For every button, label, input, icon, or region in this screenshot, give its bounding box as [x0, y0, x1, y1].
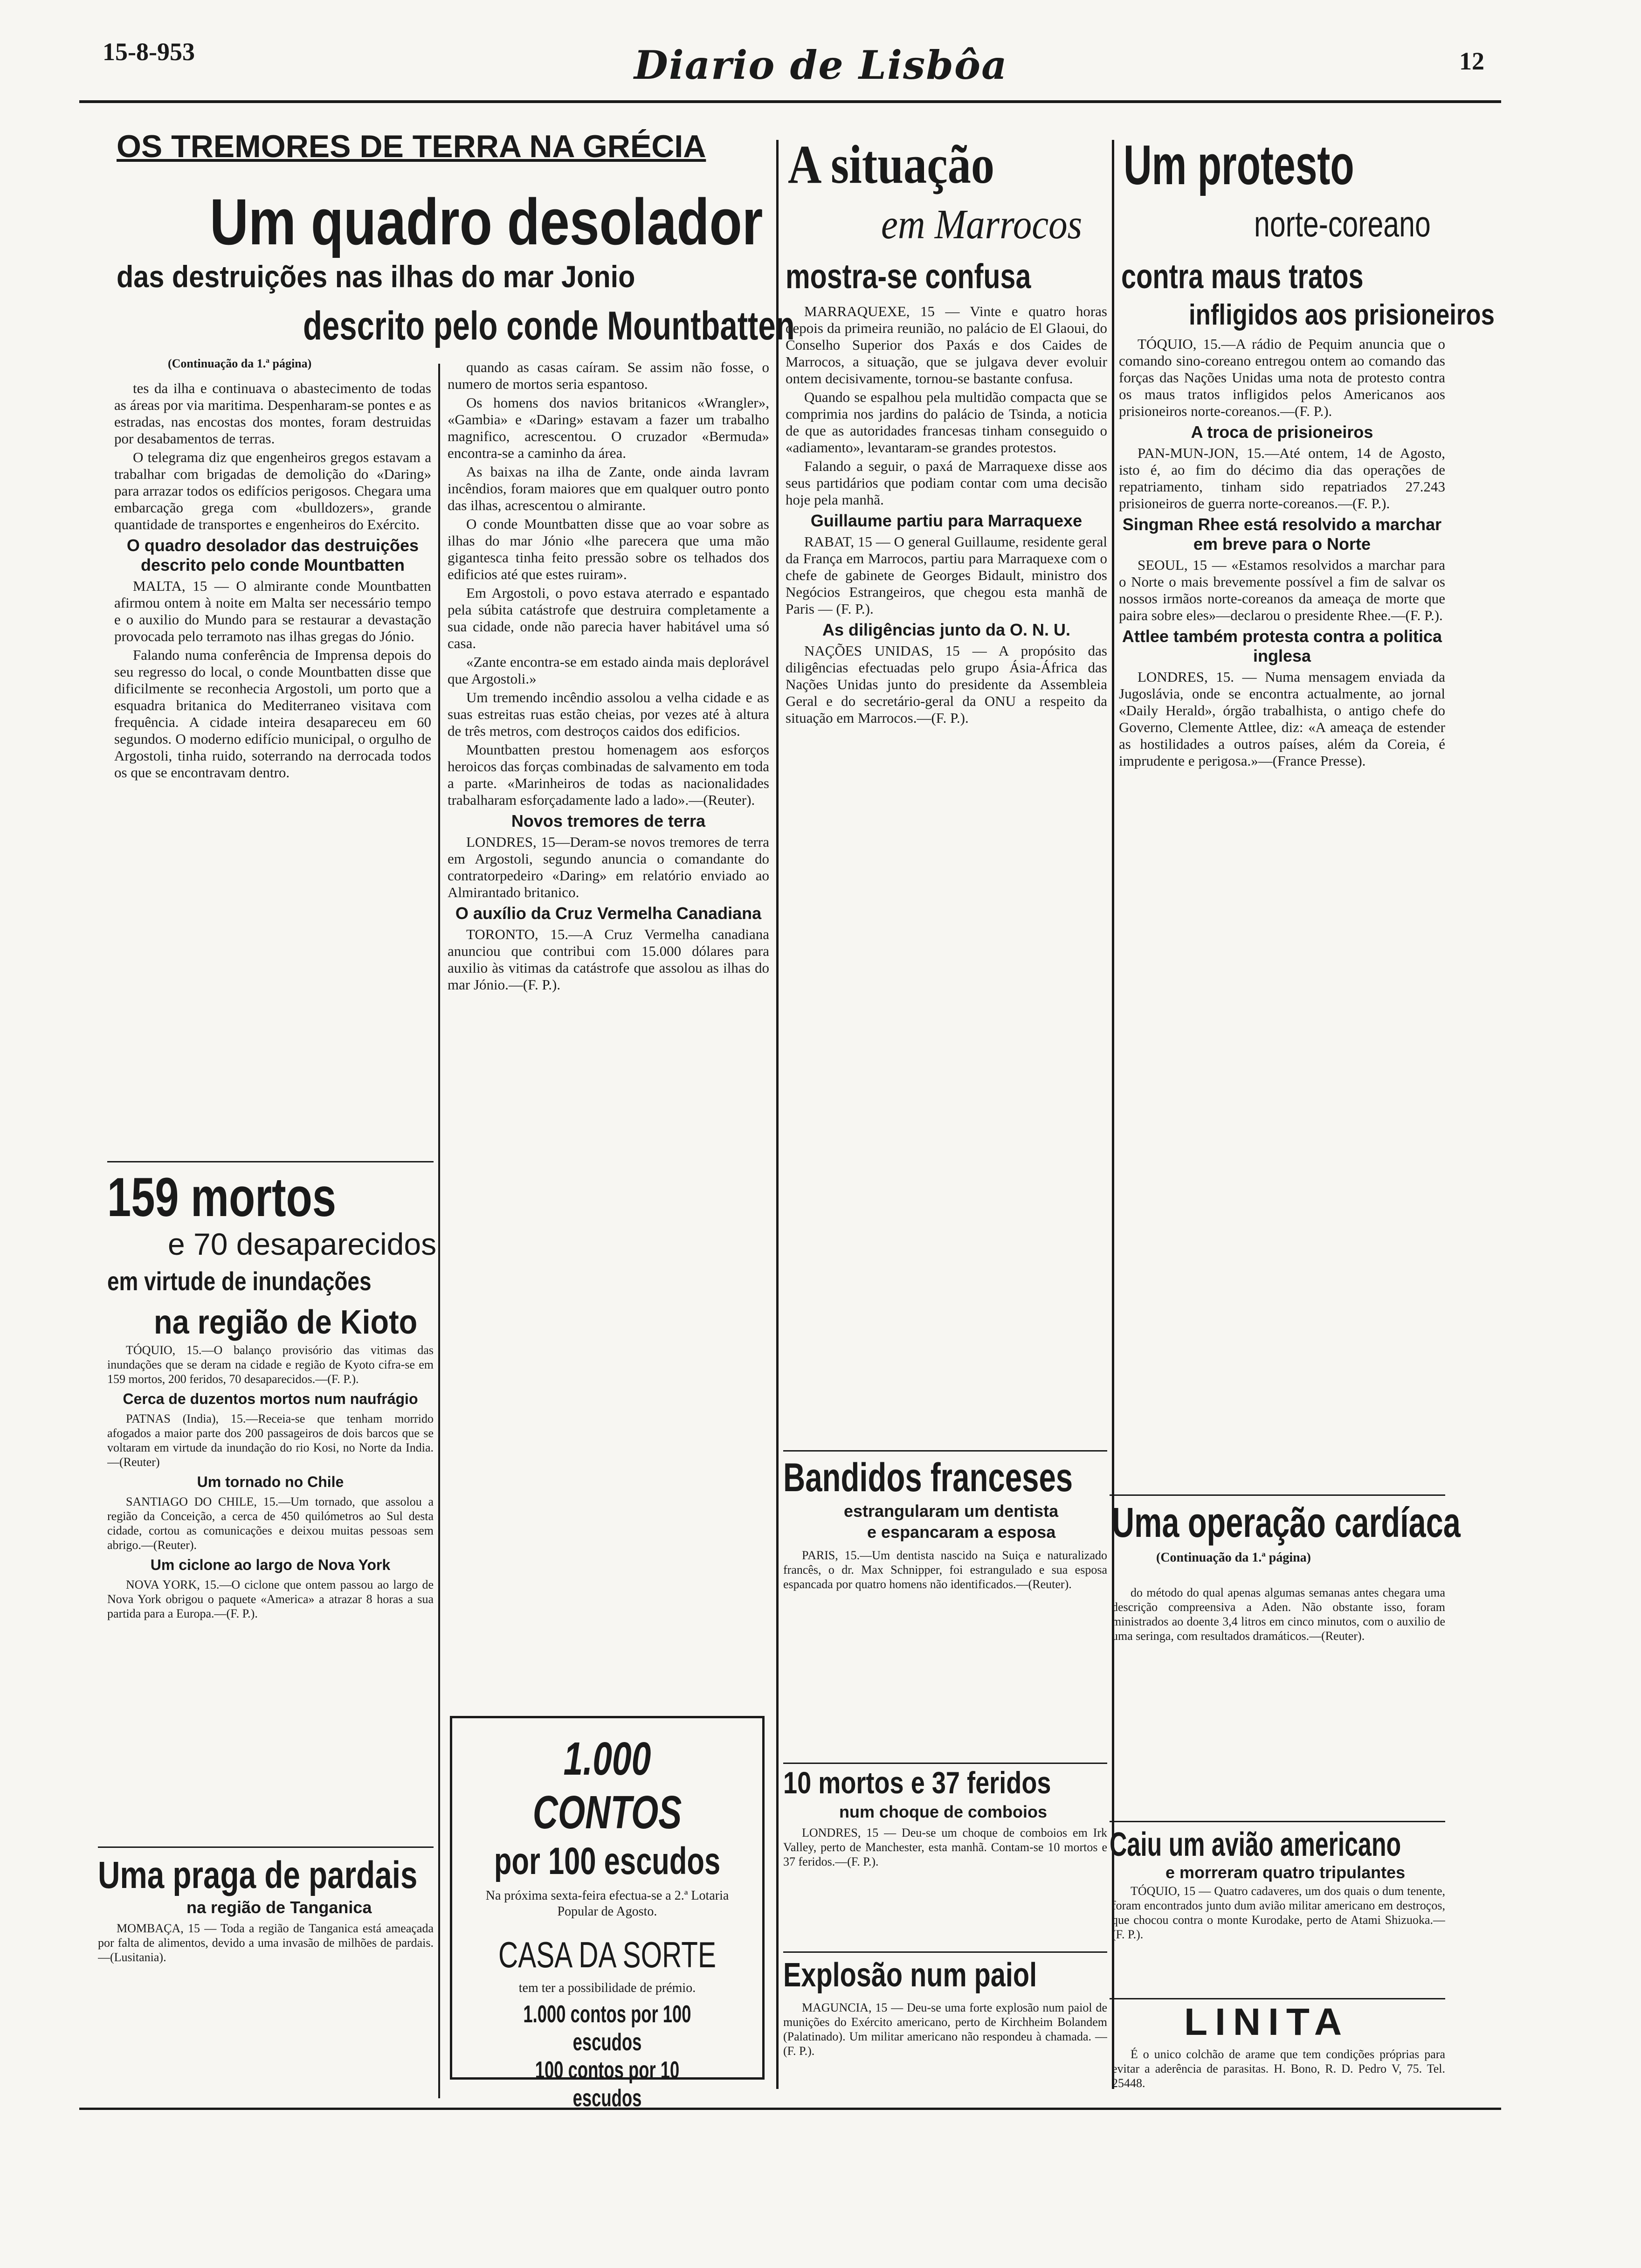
- paragraph: TORONTO, 15.—A Cruz Vermelha canadiana anunciou que contribui com 15.000 dólares para auxilio às vitimas da catástrofe que assolou as ilhas do mar Jónio.—(F. P.).: [448, 926, 769, 993]
- paragraph: O telegrama diz que engenheiros gregos estavam a trabalhar com brigadas de demolição do «Daring» para arrazar todos os edifícios perigosos. Chegara uma embarcação grega com «bulldozers», grande quantidade de transportes e engenheiros do Exército.: [114, 449, 431, 532]
- greece-column-1: [114, 380, 431, 1154]
- paragraph: Um tremendo incêndio assolou a velha cidade e as suas estreitas ruas estão cheias, por vezes até à altura de três metros, com destroços caidos dos edificios.: [448, 689, 769, 739]
- paragraph: MALTA, 15 — O almirante conde Mountbatten afirmou ontem à noite em Malta ser necessário tempo e o auxilio do Mundo para se restaurar a devastação provocada pelo terramoto nas ilhas gregas do Jónio.: [114, 578, 431, 644]
- rule: [783, 1763, 1107, 1764]
- paragraph: LONDRES, 15. — Numa mensagem enviada da Jugoslávia, onde se encontra actualmente, ao jornal «Daily Herald», órgão trabalhista, o antigo chefe do Governo, Clemente Attlee, diz: «A ameaça de estender as hostilidades a outros países, além da Coreia, é imprudente e perigosa.»—(France Presse).: [1119, 669, 1445, 769]
- bandidos-deck-1: estrangularam um dentista: [844, 1501, 1059, 1521]
- subheading: Novos tremores de terra: [511, 811, 706, 830]
- kioto-headline: 159 mortos: [107, 1167, 337, 1228]
- aviao-column: [1112, 1884, 1445, 1996]
- kioto-deck-2: em virtude de inundações: [107, 1266, 372, 1296]
- ad-body: Na próxima sexta-feira efectua-se a 2.ª Lotaria Popular de Agosto.: [485, 1888, 729, 1919]
- paragraph: TÓQUIO, 15.—A rádio de Pequim anuncia que o comando sino-coreano entregou ontem ao comando das forças das Nações Unidas uma nota de protesto contra os maus tratos infligidos pelos Americanos aos prisioneiros norte-coreanos.—(F. P.).: [1119, 336, 1445, 419]
- paragraph: PARIS, 15.—Um dentista nascido na Suiça e naturalizado francês, o dr. Max Schnipper, foi estrangulado e sua esposa espancada por quatro homens não identificados.—(Reuter).: [783, 1549, 1107, 1591]
- paragraph: Mountbatten prestou homenagem aos esforços heroicos das forças combinadas de salvamento em toda a parte. «Marinheiros de todas as nacionalidades trabalharam esforçadamente lado a lado».—(Reuter).: [448, 741, 769, 808]
- kioto-deck-3: na região de Kioto: [154, 1304, 418, 1341]
- paragraph: Em Argostoli, o povo estava aterrado e espantado pela súbita catástrofe que destruira completamente a sua cidade, onde não parecia haver habitável uma só casa.: [448, 585, 769, 651]
- aviao-headline: Caiu um avião americano: [1110, 1826, 1401, 1863]
- cardiaca-column: [1112, 1585, 1445, 1809]
- rule: [1110, 1821, 1445, 1822]
- ad-brand: CASA DA SORTE: [498, 1934, 717, 1975]
- paragraph: NOVA YORK, 15.—O ciclone que ontem passou ao largo de Nova York obrigou o paquete «America» a atrazar 8 horas a sua partida para a Europa.—(F. P.).: [107, 1578, 434, 1620]
- paragraph: tes da ilha e continuava o abastecimento de todas as áreas por via maritima. Despenharam-se pontes e as estradas, nas encostas dos montes, foram destruidas por desabamentos de terras.: [114, 380, 431, 447]
- paragraph: RABAT, 15 — O general Guillaume, residente geral da França em Marrocos, partiu para Marraquexe com o chefe de gabinete de Georges Bidault, ministro dos Negócios Estrangeiros, que chegou esta manhã de Paris — (F. P.).: [786, 533, 1107, 617]
- bandidos-headline: Bandidos franceses: [783, 1455, 1073, 1500]
- greece-deck-1: das destruições nas ilhas do mar Jonio: [117, 259, 635, 294]
- pardais-column: [98, 1921, 434, 2089]
- bandidos-column: [783, 1548, 1107, 1758]
- kioto-column: [107, 1343, 434, 1837]
- rule: [1110, 1998, 1445, 1999]
- cardiaca-continued: (Continuação da 1.ª página): [1156, 1550, 1311, 1565]
- column-rule: [438, 364, 440, 2098]
- paragraph: SEOUL, 15 — «Estamos resolvidos a marchar para o Norte o mais brevemente possível a fim de salvar os nossos irmãos norte-coreanos da ameaça de morte que paira sobre eles»—declarou o presidente Rhee.—(F. P.).: [1119, 557, 1445, 623]
- paragraph: É o unico colchão de arame que tem condições próprias para evitar a aderência de parasitas. H. Bono, R. D. Pedro V, 75. Tel. 25448.: [1112, 2047, 1445, 2090]
- marrocos-column: [786, 303, 1107, 1441]
- paragraph: do método do qual apenas algumas semanas antes chegara uma descrição compreensiva a Aden. Não obstante isso, foram ministrados ao doente 3,4 litros em cinco minutos, com o auxilio de uma seringa, com resultados dramáticos.—(Reuter).: [1112, 1586, 1445, 1643]
- paragraph: Quando se espalhou pela multidão compacta que se comprimia nos jardins do palácio de Tsinda, a noticia de que as autoridades francesas tinham conseguido o «adiamento», levantaram-se grandes protestos.: [786, 389, 1107, 456]
- rule: [1110, 1494, 1445, 1496]
- ad-text: tem ter a possibilidade de prémio.: [518, 1981, 696, 1995]
- protesto-headline: Um protesto: [1124, 134, 1354, 196]
- marrocos-headline: A situação: [788, 134, 995, 195]
- paragraph: Falando a seguir, o paxá de Marraquexe disse aos seus partidários que podiam contar com uma decisão hoje pela manhã.: [786, 458, 1107, 508]
- greece-kicker: OS TREMORES DE TERRA NA GRÉCIA: [117, 129, 706, 164]
- comboios-deck: num choque de comboios: [839, 1802, 1048, 1821]
- casa-da-sorte-ad: [450, 1716, 765, 2112]
- paragraph: MAGUNCIA, 15 — Deu-se uma forte explosão num paiol de munições do Exército americano, perto de Kirchheim Bolandem (Palatinado). Um militar americano não respondeu à chamada. — (F. P.).: [783, 2001, 1107, 2058]
- bottom-rule: [79, 2108, 1501, 2110]
- subheading: O auxílio da Cruz Vermelha Canadiana: [455, 904, 762, 923]
- paragraph: TÓQUIO, 15.—O balanço provisório das vitimas das inundações que se deram na cidade e região de Kyoto cifra-se em 159 mortos, 200 feridos, 70 desaparecidos.—(F. P.).: [107, 1343, 434, 1386]
- paiol-headline: Explosão num paiol: [783, 1957, 1037, 1994]
- protesto-deck-1: norte-coreano: [1254, 203, 1431, 244]
- subheading: O quadro desolador das destruições descrito pelo conde Mountbatten: [126, 536, 419, 574]
- rule: [107, 1161, 434, 1162]
- paragraph: LONDRES, 15—Deram-se novos tremores de terra em Argostoli, segundo anuncia o comandante do contratorpedeiro «Daring» em relatório enviado ao Almirantado britanico.: [448, 834, 769, 900]
- subheading: Singman Rhee está resolvido a marchar em breve para o Norte: [1122, 515, 1442, 553]
- comboios-column: [783, 1825, 1107, 1947]
- subheading: As diligências junto da O. N. U.: [822, 620, 1071, 639]
- ad-subheadline: por 100 escudos: [494, 1840, 721, 1882]
- paragraph: SANTIAGO DO CHILE, 15.—Um tornado, que assolou a região da Conceição, a cerca de 450 quilómetros ao Sul desta cidade, cortou as comunicações e deixou muitas pessoas sem abrigo.—(Reuter).: [107, 1495, 434, 1552]
- cardiaca-headline: Uma operação cardíaca: [1112, 1500, 1461, 1546]
- greece-continued: (Continuação da 1.ª página): [168, 357, 312, 370]
- subheading: Cerca de duzentos mortos num naufrágio: [123, 1390, 418, 1407]
- paragraph: Falando numa conferência de Imprensa depois do seu regresso do local, o conde Mountbatten disse que dificilmente se reconhecia Argostoli, um porto que a esquadra britanica do Mediterraneo visitava com frequência. A cidade inteira desapareceu em 60 segundos. O moderno edifício municipal, o orgulho de Argostoli, tinha ruido, soterrando na derrocada todos os que se encontravam dentro.: [114, 647, 431, 781]
- rule: [98, 1846, 434, 1848]
- paragraph: MARRAQUEXE, 15 — Vinte e quatro horas depois da primeira reunião, no palácio de El Glaoui, do Conselho Superior dos Paxás e dos Caides de Marrocos, a situação, que se julgava dever evoluir ontem decisivamente, tornou-se bastante confusa.: [786, 303, 1107, 387]
- subheading: A troca de prisioneiros: [1191, 422, 1373, 442]
- linita-text: [1112, 2047, 1445, 2098]
- paragraph: Os homens dos navios britanicos «Wrangler», «Gambia» e «Daring» estavam a fazer um trabalho magnifico, acrescentou. O cruzador «Bermuda» encontra-se a caminho da área.: [448, 394, 769, 461]
- bandidos-deck-2: e espancaram a esposa: [867, 1522, 1056, 1542]
- marrocos-deck-2: mostra-se confusa: [786, 257, 1031, 296]
- ad-offer-1: 1.000 contos por 100 escudos: [523, 2001, 691, 2056]
- linita-brand: LINITA: [1184, 2001, 1350, 2043]
- issue-date: 15-8-953: [103, 38, 195, 66]
- newspaper-title: Diario de Lisbôa: [634, 42, 1008, 88]
- subheading: Um tornado no Chile: [197, 1473, 344, 1490]
- paragraph: quando as casas caíram. Se assim não fosse, o numero de mortos seria espantoso.: [448, 359, 769, 392]
- greece-column-2: [448, 359, 769, 1702]
- pardais-headline: Uma praga de pardais: [98, 1854, 418, 1896]
- paragraph: TÓQUIO, 15 — Quatro cadaveres, um dos quais o dum tenente, foram encontrados junto dum avião militar americano em destroços, que chocou contra o monte Kurodake, perto de Atami Shizuoka.—(F. P.).: [1112, 1884, 1445, 1941]
- paiol-column: [783, 2000, 1107, 2094]
- greece-headline: Um quadro desolador: [210, 185, 763, 258]
- paragraph: MOMBAÇA, 15 — Toda a região de Tanganica está ameaçada por falta de alimentos, devido a uma invasão de milhões de pardais.—(Lusitania).: [98, 1922, 434, 1964]
- marrocos-deck-1: em Marrocos: [881, 201, 1083, 248]
- subheading: Um ciclone ao largo de Nova York: [150, 1556, 391, 1573]
- kioto-deck-1: e 70 desaparecidos: [168, 1227, 437, 1261]
- rule: [783, 1450, 1107, 1452]
- protesto-deck-3: infligidos aos prisioneiros: [1189, 299, 1495, 331]
- page-number: 12: [1459, 47, 1484, 75]
- paragraph: LONDRES, 15 — Deu-se um choque de comboios em Irk Valley, perto de Manchester, esta manhã. Contam-se 10 mortos e 37 feridos.—(F. P.).: [783, 1826, 1107, 1868]
- subheading: Attlee também protesta contra a politica inglesa: [1122, 627, 1442, 665]
- paragraph: «Zante encontra-se em estado ainda mais deplorável que Argostoli.»: [448, 654, 769, 687]
- paragraph: NAÇÕES UNIDAS, 15 — A propósito das diligências efectuadas pelo grupo Ásia-África das Nações Unidas junto do presidente da Assembleia Geral e do secretário-geral da ONU a respeito da situação em Marrocos.—(F. P.).: [786, 643, 1107, 726]
- pardais-deck: na região de Tanganica: [186, 1898, 372, 1917]
- protesto-column: [1119, 336, 1445, 1464]
- protesto-deck-2: contra maus tratos: [1121, 257, 1364, 296]
- column-rule: [776, 140, 779, 2089]
- paragraph: As baixas na ilha de Zante, onde ainda lavram incêndios, foram maiores que em qualquer outro ponto das ilhas, acrescentou o almirante.: [448, 463, 769, 513]
- comboios-headline: 10 mortos e 37 feridos: [783, 1765, 1051, 1800]
- ad-headline: 1.000 CONTOS: [532, 1733, 682, 1839]
- greece-deck-2: descrito pelo conde Mountbatten: [303, 304, 795, 348]
- paragraph: O conde Mountbatten disse que ao voar sobre as ilhas do mar Jónio «lhe parecera que uma mão gigantesca tinha feito pressão sobre os telhados dos edificios até que estes ruiram».: [448, 516, 769, 582]
- ad-offer-2: 100 contos por 10 escudos: [535, 2057, 680, 2112]
- paragraph: PATNAS (India), 15.—Receia-se que tenham morrido afogados a maior parte dos 200 passageiros de dois barcos que se voltaram em virtude da inundação do rio Kosi, no Norte da India.—(Reuter): [107, 1412, 434, 1469]
- aviao-deck: e morreram quatro tripulantes: [1165, 1863, 1406, 1882]
- paragraph: PAN-MUN-JON, 15.—Até ontem, 14 de Agosto, isto é, ao fim do décimo dia das operações de repatriamento, tinham sido repatriados 27.243 prisioneiros de guerra norte-coreanos.—(F. P.).: [1119, 445, 1445, 512]
- subheading: Guillaume partiu para Marraquexe: [810, 511, 1083, 530]
- rule: [783, 1951, 1107, 1953]
- top-rule: [79, 100, 1501, 103]
